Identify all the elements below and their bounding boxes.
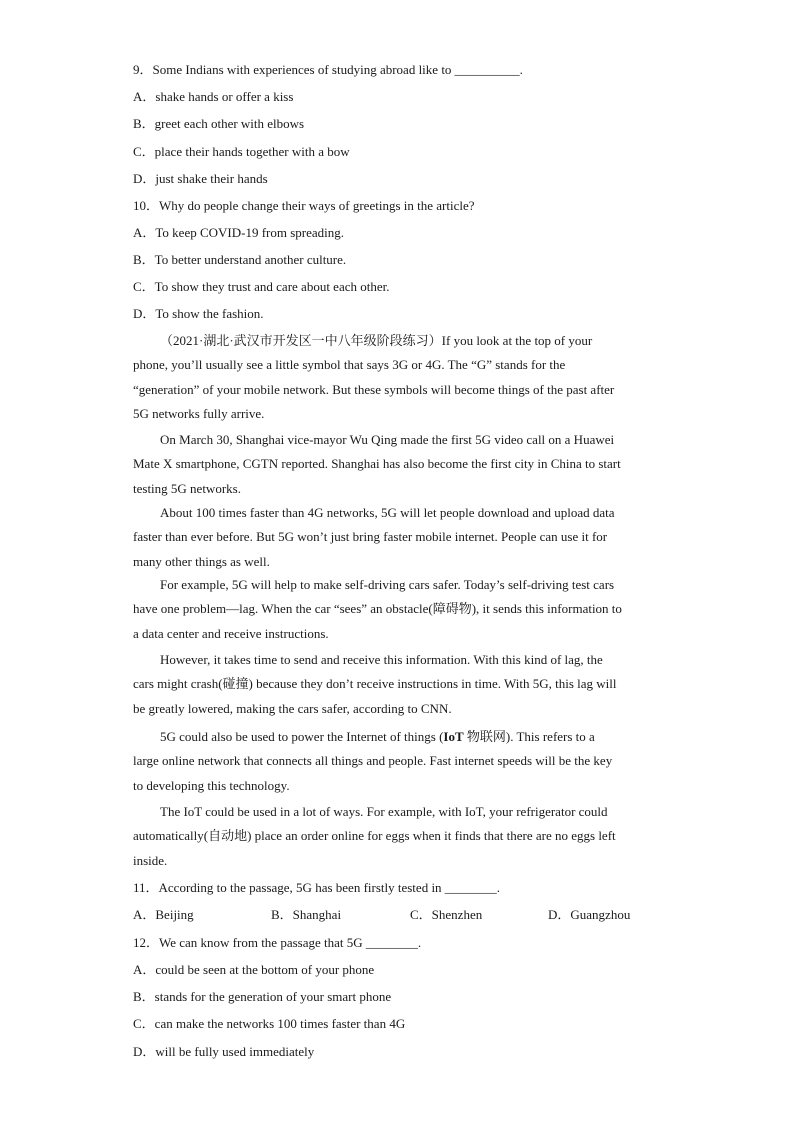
passage-line: inside. [133, 852, 168, 868]
passage-line: to developing this technology. [133, 777, 290, 793]
question-10-option-b: B．To better understand another culture. [133, 252, 347, 267]
question-9-option-b: B．greet each other with elbows [133, 116, 305, 131]
passage-line: many other things as well. [133, 553, 270, 569]
passage-line: “generation” of your mobile network. But these symbols will become things of the past after [133, 381, 615, 397]
passage-line: testing 5G networks. [133, 480, 241, 496]
passage-paragraph-3 [133, 501, 663, 574]
question-10-option-d: D．To show the fashion. [133, 306, 264, 321]
question-10-stem: 10．Why do people change their ways of greetings in the article? [133, 198, 475, 213]
passage-paragraph-5 [133, 648, 663, 721]
passage-paragraph-6 [133, 725, 663, 798]
question-9-option-d: D．just shake their hands [133, 171, 268, 186]
passage-paragraph-2 [133, 428, 663, 501]
passage-line: However, it takes time to send and receive this information. With this kind of lag, the [160, 652, 603, 667]
question-10-option-a: A．To keep COVID-19 from spreading. [133, 225, 345, 240]
question-11-option-c: C．Shenzhen [410, 907, 483, 922]
question-12-option-c: C．can make the networks 100 times faster than 4G [133, 1016, 406, 1031]
passage-line: About 100 times faster than 4G networks, 5G will let people download and upload data [160, 505, 615, 520]
question-9-option-a: A．shake hands or offer a kiss [133, 89, 294, 104]
question-9-stem: 9．Some Indians with experiences of studying abroad like to __________. [133, 62, 523, 77]
passage-text: 5G could also be used to power the Internet of things ( [160, 729, 444, 744]
passage-paragraph-1 [133, 329, 663, 426]
question-11-option-a: A．Beijing [133, 907, 194, 922]
passage-text: 物联网). This refers to a [463, 729, 595, 744]
passage-line: 5G networks fully arrive. [133, 405, 265, 421]
passage-line: faster than ever before. But 5G won’t just bring faster mobile internet. People can use it for [133, 529, 608, 545]
question-11-option-b: B．Shanghai [271, 907, 342, 922]
question-9-option-c: C．place their hands together with a bow [133, 144, 350, 159]
passage-paragraph-4 [133, 573, 663, 646]
question-10-option-c: C．To show they trust and care about each other. [133, 279, 390, 294]
question-11-stem: 11．According to the passage, 5G has been firstly tested in ________. [133, 880, 501, 895]
passage-line: For example, 5G will help to make self-driving cars safer. Today’s self-driving test cars [160, 577, 615, 592]
passage-line: On March 30, Shanghai vice-mayor Wu Qing made the first 5G video call on a Huawei [160, 432, 615, 447]
question-11-option-d: D．Guangzhou [548, 907, 631, 922]
passage-line: Mate X smartphone, CGTN reported. Shanghai has also become the first city in China to start [133, 456, 621, 472]
passage-line: （2021·湖北·武汉市开发区一中八年级阶段练习）If you look at the top of your [160, 333, 593, 348]
passage-line [133, 725, 663, 749]
question-12-option-a: A．could be seen at the bottom of your phone [133, 962, 375, 977]
passage-paragraph-7 [133, 800, 663, 873]
iot-term: IoT [443, 729, 464, 744]
question-12-option-b: B．stands for the generation of your smart phone [133, 989, 392, 1004]
passage-line: large online network that connects all things and people. Fast internet speeds will be the key [133, 753, 613, 769]
passage-line: phone, you’ll usually see a little symbol that says 3G or 4G. The “G” stands for the [133, 357, 566, 373]
passage-line: be greatly lowered, making the cars safer, according to CNN. [133, 700, 452, 716]
question-12-option-d: D．will be fully used immediately [133, 1044, 315, 1059]
passage-line: cars might crash(碰撞) because they don’t receive instructions in time. With 5G, this lag will [133, 676, 617, 692]
passage-line: a data center and receive instructions. [133, 625, 329, 641]
question-12-stem: 12．We can know from the passage that 5G ________. [133, 935, 422, 950]
passage-line: automatically(自动地) place an order online for eggs when it finds that there are no eggs left [133, 828, 616, 844]
passage-line: have one problem—lag. When the car “sees” an obstacle(障碍物), it sends this information to [133, 601, 622, 617]
passage-line: The IoT could be used in a lot of ways. For example, with IoT, your refrigerator could [160, 804, 608, 819]
